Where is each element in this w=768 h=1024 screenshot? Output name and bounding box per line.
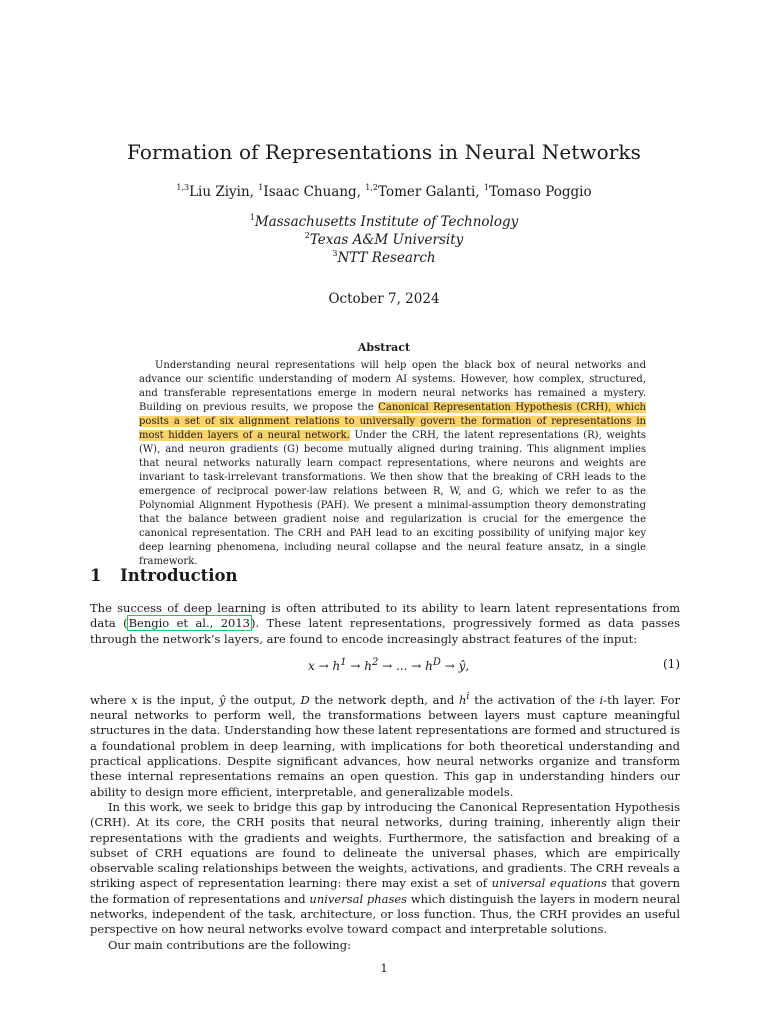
author-name: Tomaso Poggio xyxy=(488,184,592,200)
body-text: ). These latent representations, progressively formed as data passes through the network’s layers, are found to encode increasingly abstract features of the input: xyxy=(90,616,680,646)
affiliation-name: NTT Research xyxy=(337,250,436,266)
body-text: the activation of the xyxy=(469,692,600,707)
author-name: Liu Ziyin, xyxy=(189,184,259,200)
equation-1 xyxy=(90,657,680,677)
body-text: the network depth, and xyxy=(309,692,459,707)
equation-expression: $x \to h^1 \to h^2$ → ... → $h^D$ → ŷ, xyxy=(308,657,470,673)
affiliation-name: Massachusetts Institute of Technology xyxy=(254,214,519,230)
section-title: Introduction xyxy=(120,566,238,585)
body-text: -th layer. For neural networks to perform well, the transformations between layers must capture meaningful structures in the data. Understanding how these latent representations are formed and structured is a foundational problem in deep learning, with implications for both theoretical understanding and practical applications. Despite significant advances, how neural networks organize and transform these internal representations remains an open question. This gap in understanding hinders our ability to design more efficient, interpretable, and generalizable models. xyxy=(90,692,681,799)
abstract-body xyxy=(139,359,646,569)
affiliation-line xyxy=(0,231,768,248)
emphasis-text: universal equations xyxy=(491,876,607,891)
affiliation-mark: 3 xyxy=(332,249,338,258)
abstract-paragraph xyxy=(139,359,646,569)
author-affiliation-mark: 1 xyxy=(258,183,264,192)
intro-paragraph-3 xyxy=(90,800,680,938)
author-list xyxy=(0,183,768,200)
author-name: Isaac Chuang, xyxy=(263,184,366,200)
author-affiliation-mark: 1,2 xyxy=(365,183,379,192)
paper-date: October 7, 2024 xyxy=(328,291,440,307)
affiliation-mark: 1 xyxy=(249,213,255,222)
intro-paragraph-2: where x is the input, ŷ the output, D the network depth, and $h^i$ the activation of the i-th layer. For neural networks to perform well, the transformations between layers must capture meaningful structures in the data. Understanding how these latent representations are formed and structured is a foundational problem in deep learning, with implications for both theoretical understanding and practical applications. Despite significant advances, how neural networks organize and transform these internal representations remains an open question. This gap in understanding hinders our ability to design more efficient, interpretable, and generalizable models. In this work, we seek to bridge this gap by introducing the Canonical Representation Hypothesis (CRH). At its core, the CRH posits that neural networks, during training, inherently align their representations with the gradients and weights. Furthermore, the satisfaction and breaking of a subset of CRH equations are found to delineate the universal phases, which are empirically observable scaling relationships between the weights, activations, and gradients. The CRH reveals a striking aspect of representation learning: there may exist a set of universal equations that govern the formation of representations and universal phases which distinguish the layers in modern neural networks, independent of the task, architecture, or loss function. Thus, the CRH provides an useful perspective on how neural networks evolve toward compact and interpretable solutions. Our main contributions are the following: xyxy=(90,691,681,952)
highlighted-text[interactable]: Canonical Representation Hypothesis (CRH), which posits a set of six alignment relations to universally govern the formation of representations in most hidden layers of a neural network. xyxy=(139,402,646,441)
intro-paragraph-1 xyxy=(90,601,680,647)
section-heading xyxy=(90,566,238,585)
affiliation-name: Texas A&M University xyxy=(309,232,464,248)
equation-number: (1) xyxy=(663,657,680,671)
intro-paragraph-4: Our main contributions are the following: xyxy=(108,937,351,952)
affiliation-line xyxy=(0,249,768,266)
paper-title: Formation of Representations in Neural Networks xyxy=(126,140,642,164)
author-affiliation-mark: 1 xyxy=(483,183,489,192)
author-name: Tomer Galanti, xyxy=(378,184,484,200)
body-text: In this work, we seek to bridge this gap by introducing the Canonical Representation Hypothesis (CRH). At its core, the CRH posits that neural networks, during training, inherently align their representations with the gradients and weights. Furthermore, the satisfaction and breaking of a subset of CRH equations are found to delineate the universal phases, which are empirically observable scaling relationships between the weights, activations, and gradients. The CRH reveals a striking aspect of representation learning: there may exist a set of xyxy=(90,799,680,891)
affiliation-line xyxy=(0,213,768,230)
body-text: which distinguish the layers in modern neural networks, independent of the task, architecture, or loss function. Thus, the CRH provides an useful perspective on how neural networks evolve toward compact and interpretable solutions. xyxy=(90,891,681,937)
body-text: where xyxy=(90,692,132,707)
citation-link[interactable]: Bengio et al., 2013 xyxy=(128,616,250,631)
body-text: The success of deep learning is often attributed to its ability to learn latent representations from data ( xyxy=(90,601,680,631)
abstract-text: Under the CRH, the latent representations (R), weights (W), and neuron gradients (G) become mutually aligned during training. This alignment implies that neural networks naturally learn compact representations, where neurons and weights are invariant to task-irrelevant transformations. We then show that the breaking of CRH leads to the emergence of reciprocal power-law relations between R, W, and G, which we refer to as the Polynomial Alignment Hypothesis (PAH). We present a minimal-assumption theory demonstrating that the balance between gradient noise and regularization is crucial for the emergence the canonical representation. The CRH and PAH lead to an exciting possibility of unifying major key deep learning phenomena, including neural collapse and the neural feature ansatz, in a single framework. xyxy=(139,430,646,567)
emphasis-text: universal phases xyxy=(309,891,408,906)
section-number: 1 xyxy=(90,566,102,585)
abstract-text: Understanding neural representations will help open the black box of neural networks and advance our scientific understanding of modern AI systems. However, how complex, structured, and transferable representations emerge in modern neural networks has remained a mystery. Building on previous results, we propose the xyxy=(139,360,646,413)
author-affiliation-mark: 1,3 xyxy=(176,183,190,192)
body-text: that govern the formation of representations and xyxy=(90,876,681,906)
affiliation-mark: 2 xyxy=(304,231,310,240)
abstract-heading: Abstract xyxy=(357,341,411,354)
body-text: the output, xyxy=(225,692,301,707)
body-text: is the input, xyxy=(137,692,219,707)
page-number: 1 xyxy=(380,961,388,975)
